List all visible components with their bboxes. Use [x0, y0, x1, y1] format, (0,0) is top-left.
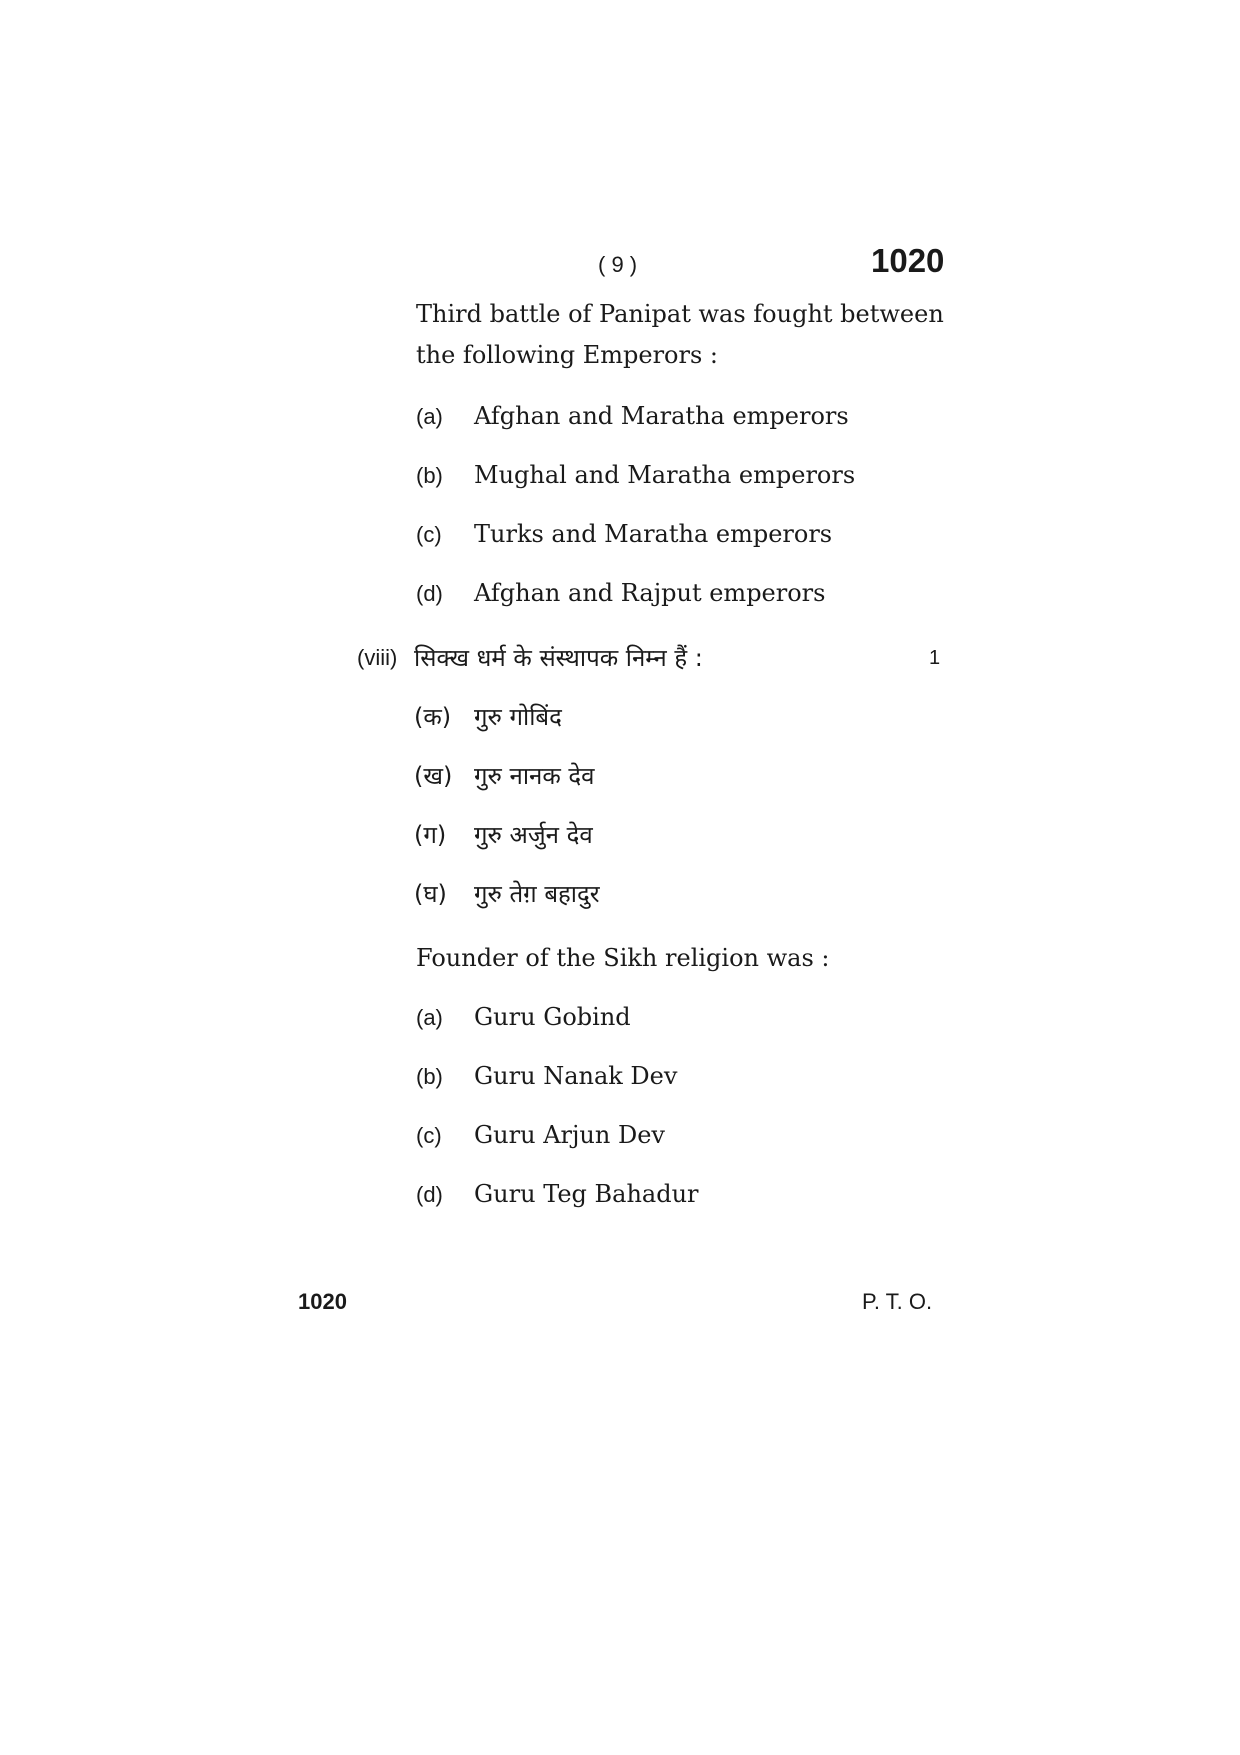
option-label: (b) [416, 463, 443, 488]
question-number: (viii) [357, 645, 398, 670]
option-text: गुरु नानक देव [474, 762, 595, 790]
option-label: (a) [416, 404, 443, 429]
option-label: (क) [414, 703, 452, 731]
option-text: Guru Teg Bahadur [474, 1180, 699, 1208]
option-text: Guru Gobind [474, 1003, 631, 1031]
option-label: (घ) [414, 880, 447, 908]
option-text: गुरु तेग़ बहादुर [474, 880, 600, 908]
marks: 1 [929, 647, 941, 669]
paper-code-header: 1020 [871, 242, 945, 279]
option-label: (b) [416, 1064, 443, 1089]
option-label: (c) [416, 522, 442, 547]
option-text: Guru Arjun Dev [474, 1121, 665, 1149]
option-text: Guru Nanak Dev [474, 1062, 678, 1090]
option-text: Afghan and Rajput emperors [474, 579, 826, 607]
question-viii-hindi-text: सिक्ख धर्म के संस्थापक निम्न हैं : [414, 644, 703, 672]
option-label: (c) [416, 1123, 442, 1148]
option-text: Turks and Maratha emperors [474, 520, 833, 548]
pto-label: P. T. O. [862, 1289, 933, 1314]
question-viii-english-text: Founder of the Sikh religion was : [416, 944, 830, 972]
paper-code-footer: 1020 [298, 1289, 347, 1314]
option-text: Afghan and Maratha emperors [474, 402, 849, 430]
option-text: गुरु गोबिंद [474, 703, 562, 731]
option-label: (a) [416, 1005, 443, 1030]
option-label: (d) [416, 1182, 443, 1207]
option-text: गुरु अर्जुन देव [474, 821, 593, 849]
option-label: (d) [416, 581, 443, 606]
page-number: ( 9 ) [598, 252, 638, 277]
question-vii-text-line2: the following Emperors : [416, 341, 719, 369]
option-label: (ख) [414, 762, 453, 790]
option-text: Mughal and Maratha emperors [474, 461, 856, 489]
question-vii-text-line1: Third battle of Panipat was fought between [416, 300, 944, 328]
option-label: (ग) [414, 821, 447, 849]
